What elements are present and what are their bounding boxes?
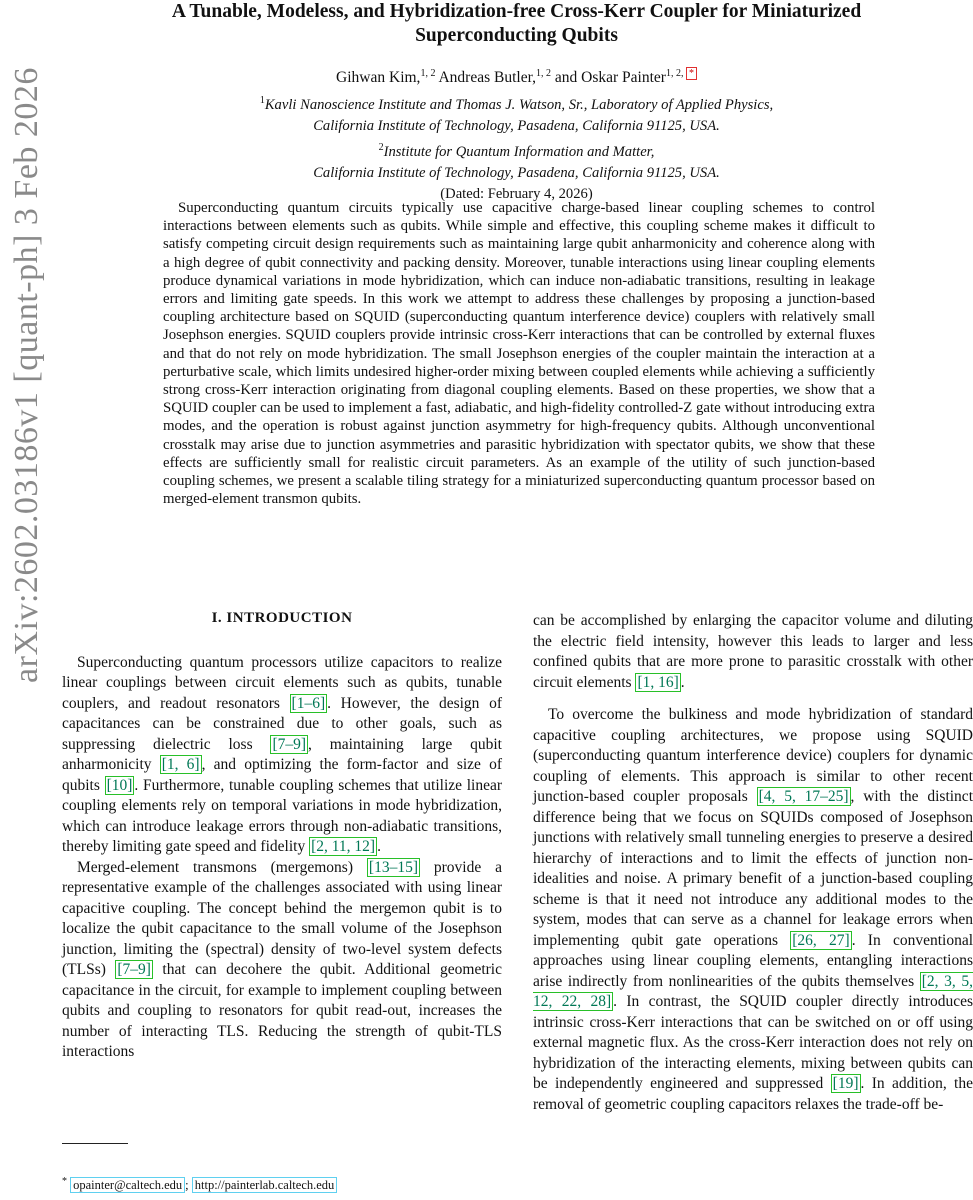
paragraph: can be accomplished by enlarging the capacitor volume and diluting the electric field intensity, however this leads to larger and less confined qubits that are more prone to parasitic crosstalk with other circuit elements [1, 16] .: [533, 612, 973, 691]
author-list: [60, 68, 973, 87]
arxiv-side-stamp: [2, 67, 52, 683]
affiliation-line: California Institute of Technology, Pasadena, California 91125, USA.: [313, 117, 720, 134]
dated-line: (Dated: February 4, 2026): [440, 185, 593, 202]
affiliation-line: $^1$Kavli Nanoscience Institute and Thomas J. Watson, Sr., Laboratory of Applied Physics,: [259, 95, 774, 113]
title-line-2: Superconducting Qubits: [415, 25, 618, 46]
citation-link[interactable]: [10]: [106, 776, 133, 794]
author-name: Andreas Butler,: [438, 69, 536, 87]
citation-link[interactable]: [13–15]: [368, 858, 418, 876]
paragraph: Superconducting quantum processors utilize capacitors to realize linear couplings between circuit elements such as qubits, tunable couplers, and readout resonators [1–6] . However, the design of capacitances can be constrained due to other goals, such as suppressing dielectric loss [7–9] , maintaining large qubit anharmonicity [1, 6] , and optimizing the form-factor and size of qubits [10] . Furthermore, tunable coupling schemes that utilize linear coupling elements rely on temporal variations in mode hybridization, which can introduce leakage errors through non-adiabatic transitions, thereby limiting gate speed and fidelity [2, 11, 12] .: [62, 653, 503, 855]
email-link[interactable]: opainter@caltech.edu: [70, 1177, 185, 1193]
paragraph: To overcome the bulkiness and mode hybridization of standard capacitive coupling architectures, we propose using SQUID (superconducting quantum interference device) couplers for dynamic coupling of elements. This approach is similar to other recent junction-based coupler proposals [4, 5, 17–25] , with the distinct difference being that we focus on SQUIDs composed of Josephson junctions with relatively small tunneling energies to preserve a desired hierarchy of interactions and to limit the effects of junction non-idealities and noise. A primary benefit of a junction-based coupling scheme is that it need not introduce any additional modes to the system, modes that can serve as a channel for leakage errors when implementing qubit gate operations [26, 27] . In conventional approaches using linear coupling elements, entangling interactions arise indirectly from nonlinearities of the qubits themselves [2, 3, 5, 12, 22, 28] . In contrast, the SQUID coupler directly introduces intrinsic cross-Kerr interactions that can be switched on or off using external magnetic flux. As the cross-Kerr interaction does not rely on hybridization of the interacting elements, mixing between qubits can be independently engineered and suppressed [19] . In addition, the removal of geometric coupling capacitors relaxes the trade-off be-: [533, 706, 973, 1113]
affiliation-line: California Institute of Technology, Pasadena, California 91125, USA.: [313, 164, 720, 181]
paper-title: [60, 0, 973, 48]
citation-link[interactable]: [2, 11, 12]: [311, 838, 376, 855]
author-name: Gihwan Kim,: [336, 69, 421, 87]
citation-link[interactable]: [1–6]: [291, 694, 326, 712]
left-column: [62, 608, 502, 1063]
affiliation-line: $^2$Institute for Quantum Information and Matter,: [378, 141, 655, 160]
website-link[interactable]: http://painterlab.caltech.edu: [192, 1177, 338, 1193]
corresponding-author-link[interactable]: *: [686, 67, 697, 80]
citation-link[interactable]: [7–9]: [117, 961, 151, 978]
citation-link[interactable]: [1, 6]: [161, 756, 200, 773]
footnote: * opainter@caltech.edu ; http://painterlab.caltech.edu: [62, 1176, 337, 1193]
footnote-divider: [62, 1143, 128, 1144]
footnote-mark: *: [62, 1176, 67, 1187]
arxiv-identifier: arXiv:2602.03186v1 [quant-ph] 3 Feb 2026: [8, 67, 45, 683]
citation-link[interactable]: [4, 5, 17–25]: [758, 788, 849, 805]
abstract: Superconducting quantum circuits typically use capacitive charge-based linear coupling schemes to control interactions between elements such as qubits. While simple and effective, this coupling scheme makes it difficult to satisfy competing circuit design requirements such as maintaining large qubit anharmonicity and coherence along with a high degree of qubit connectivity and packing density. Moreover, tunable interactions using linear coupling elements produce dynamical variations in mode hybridization, which can induce non-adiabatic transitions, resulting in leakage errors and limiting gate speeds. In this work we attempt to address these challenges by proposing a junction-based coupling architecture based on SQUID (superconducting quantum interference device) couplers with relatively small Josephson energies. SQUID couplers provide intrinsic cross-Kerr interactions that can be controlled by external fluxes and that do not rely on mode hybridization. The small Josephson energies of the coupler maintain the interaction at a perturbative scale, which limits undesired higher-order mixing between coupled elements while achieving a sufficiently strong cross-Kerr interaction originating from diagonal coupling elements. Based on these properties, we show that a SQUID coupler can be used to implement a fast, adiabatic, and high-fidelity controlled-Z gate without introducing extra modes, and the operation is robust against junction asymmetry for high-frequency qubits. Although unconventional crosstalk may arise due to junction asymmetries and parasitic hybridization with spectator qubits, we show that these effects are sufficiently small for realistic circuit parameters. As an example of the utility of such junction-based coupling schemes, we present a scalable tiling strategy for a miniaturized superconducting quantum processor based on merged-element transmon qubits.: [163, 200, 875, 508]
affiliations: [60, 90, 973, 205]
title-line-1: A Tunable, Modeless, and Hybridization-free Cross-Kerr Coupler for Miniaturized: [171, 1, 862, 22]
author-affiliation-mark: 1, 2, *: [666, 67, 697, 80]
citation-link[interactable]: [26, 27]: [792, 931, 850, 949]
citation-link[interactable]: [1, 16]: [637, 673, 679, 691]
citation-link[interactable]: [2, 3, 5, 12, 22, 28]: [533, 972, 973, 1010]
paragraph: Merged-element transmons (mergemons) [13–15] provide a representative example of the challenges associated with using linear capacitive coupling. The concept behind the mergemon qubit is to localize the qubit capacitance to the small volume of the Josephson junction, limiting the (spectral) density of two-level system defects (TLSs) [7–9] that can decohere the qubit. Additional geometric capacitance in the circuit, for example to implement coupling between qubits and coupling to resonators for qubit read-out, increases the number of interacting TLS. Reducing the strength of qubit-TLS interactions: [62, 858, 502, 1060]
right-column: [533, 611, 973, 1115]
author-affiliation-mark: 1, 2: [420, 68, 436, 79]
citation-link[interactable]: [19]: [832, 1075, 859, 1092]
citation-link[interactable]: [7–9]: [272, 735, 307, 753]
section-heading: I. INTRODUCTION: [211, 610, 353, 626]
author-affiliation-mark: 1, 2: [536, 68, 551, 79]
author-name: and Oskar Painter: [554, 69, 666, 87]
